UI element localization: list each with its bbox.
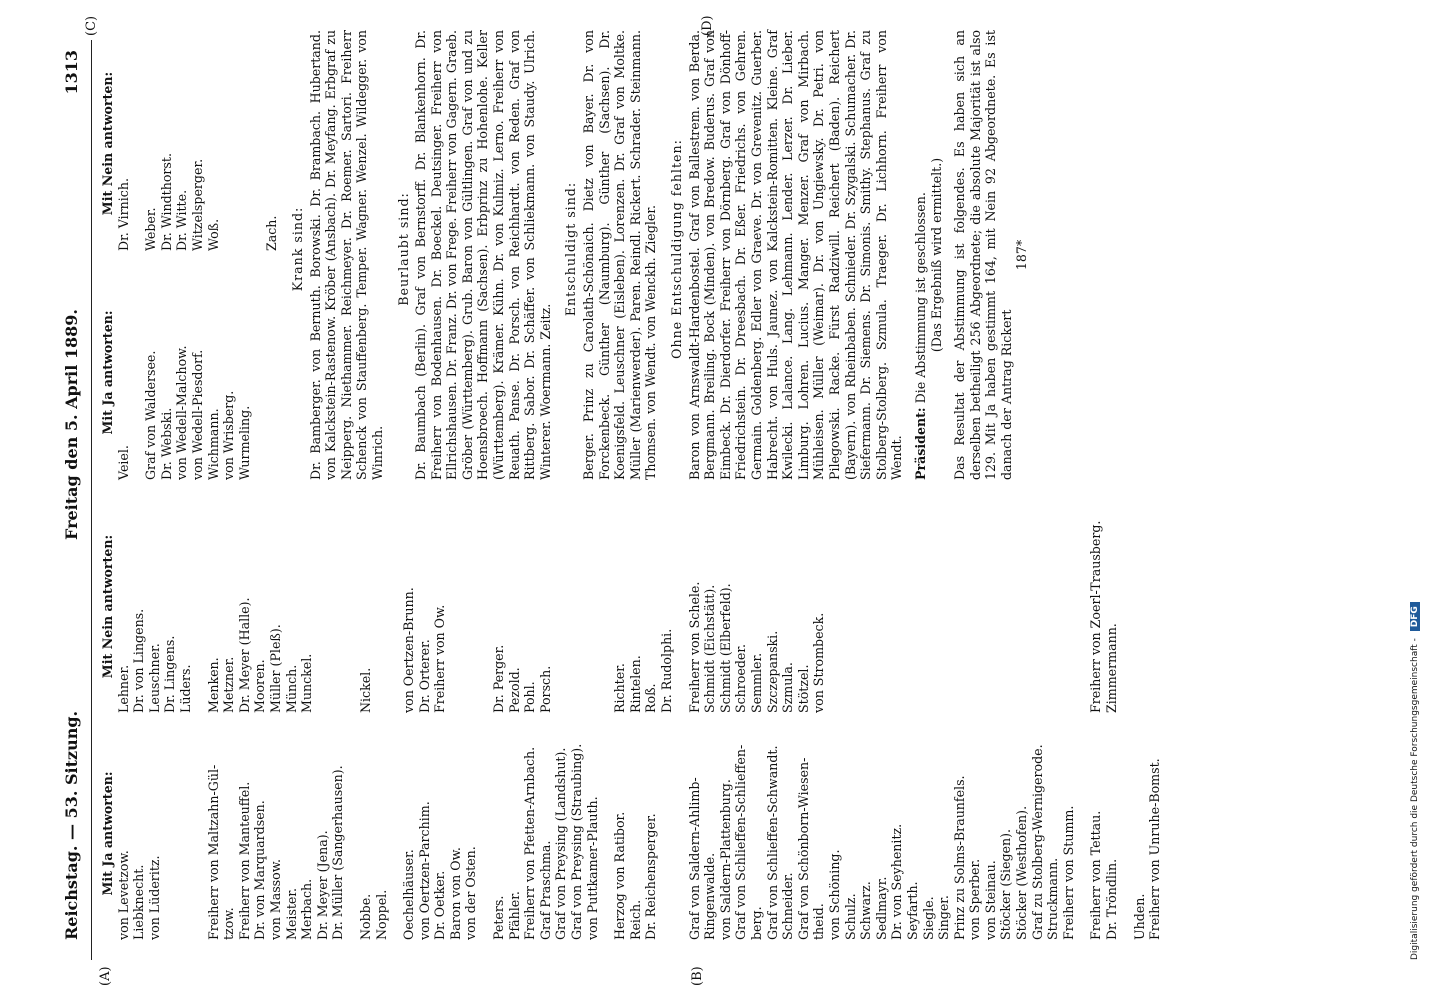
- right-headings: [100, 30, 116, 480]
- right-nein-list: [264, 36, 280, 251]
- name-entry: Rintelen.: [627, 655, 643, 713]
- name-entry: von Oertzen-Parchim.: [416, 801, 432, 940]
- name-entry: Freiherr von Manteuffel.: [236, 781, 252, 940]
- name-entry: Ringenwalde.: [702, 852, 718, 940]
- left-nein-list: [116, 500, 194, 713]
- right-ja-list: [116, 265, 132, 480]
- name-entry: Leuschner.: [146, 643, 162, 713]
- name-entry: Freiherr von Stumm.: [1060, 805, 1076, 940]
- name-entry: Peters.: [491, 895, 507, 940]
- name-entry: Sedlmayr.: [873, 876, 889, 940]
- president-label: Präsident:: [912, 407, 928, 480]
- page-header: [58, 40, 88, 960]
- name-entry: Freiherr von Maltzahn-Gül-: [205, 764, 221, 940]
- name-entry: Metzner.: [221, 656, 237, 713]
- name-entry: Graf von Schlieffen-Schwandt.: [764, 745, 780, 940]
- page-number: 1313: [62, 50, 81, 95]
- digitization-credit: [1410, 602, 1420, 960]
- name-entry: Schroeder.: [733, 643, 749, 713]
- name-entry: Stötzel.: [795, 664, 811, 713]
- dfg-badge: DFG: [1410, 602, 1420, 631]
- name-entry: Seyfarth.: [904, 881, 920, 940]
- name-entry: Meister.: [283, 888, 299, 940]
- name-entry: Nickel.: [357, 667, 373, 713]
- left-block: [358, 500, 389, 940]
- name-entry: Müller (Pleß).: [267, 624, 283, 713]
- name-entry: Dr. Oetker.: [432, 870, 448, 940]
- name-entry: Szmula.: [780, 662, 796, 713]
- name-entry: Freiherr von Tettau.: [1088, 810, 1104, 940]
- left-block: [116, 500, 194, 940]
- name-entry: Dr. Reichensperger.: [643, 813, 659, 940]
- name-entry: Menken.: [205, 657, 221, 713]
- name-entry: Reich.: [627, 899, 643, 940]
- left-ja-list: [687, 727, 1077, 940]
- left-ja-list: [206, 727, 346, 940]
- name-entry: Dr. Lingens.: [162, 635, 178, 713]
- name-entry: Graf von Schlieffen-Schlieffen-: [733, 744, 749, 940]
- name-entry: Graf Praschma.: [537, 840, 553, 940]
- left-block: [612, 500, 674, 940]
- name-entry: Dr. Meyer (Halle).: [236, 597, 252, 713]
- left-ja-list: [116, 727, 194, 940]
- name-entry: von Strombeck.: [811, 612, 827, 713]
- name-entry: Zimmermann.: [1104, 623, 1120, 713]
- name-entry: Dr. Windthorst.: [158, 153, 174, 251]
- name-entry: Roß.: [643, 683, 659, 713]
- name-entry: Graf von Schönborn-Wiesen-: [795, 757, 811, 940]
- name-entry: Schulz.: [842, 893, 858, 940]
- left-vote-blocks: [116, 500, 1163, 940]
- name-entry: Singer.: [936, 895, 952, 940]
- right-block: [116, 30, 132, 480]
- name-entry: Dr. von Seyhenitz.: [889, 823, 905, 940]
- name-entry: Freiherr von Ow.: [432, 604, 448, 713]
- left-ja-list: [612, 727, 674, 940]
- name-entry: Münch.: [283, 664, 299, 713]
- left-block: [206, 500, 346, 940]
- name-entry: Oechelhäuser.: [401, 849, 417, 940]
- name-entry: Veiel.: [115, 445, 131, 480]
- left-ja-list: [401, 727, 479, 940]
- right-nein-list: [143, 36, 252, 251]
- name-entry: Schmidt (Eichstätt).: [702, 584, 718, 713]
- name-entry: von Wrisberg.: [221, 390, 237, 480]
- section-text: Berger. Prinz zu Carolath-Schönaich. Dietz von Bayer. Dr. von Forckenbeck. Günther (Naumburg). Günther (Sachsen). Dr. Koenigsfeld. Leuschner (Eisleben). Lorenzen. Dr. Graf von Moltke. Müller (Marienwerder). Paren. Reindl. Rickert. Schrader. Steinmann. Thomsen. von Wendt. von Wenckh. Ziegler.: [581, 30, 659, 480]
- name-entry: Graf von Preysing (Landshut).: [553, 747, 569, 940]
- name-entry: Szczepanski.: [764, 630, 780, 713]
- name-entry: Noppel.: [373, 889, 389, 940]
- name-entry: Semmler.: [748, 652, 764, 713]
- name-entry: von Schöning.: [826, 849, 842, 940]
- left-heading-ja: Mit Ja antworten:: [100, 771, 115, 896]
- name-entry: Graf von Waldersee.: [143, 350, 159, 480]
- name-entry: Dr. Webski.: [158, 407, 174, 480]
- name-entry: von der Osten.: [463, 846, 479, 940]
- name-entry: von Wedell-Piesdorf.: [189, 349, 205, 480]
- result-pending: (Das Ergebniß wird ermittelt.): [928, 157, 944, 353]
- left-nein-list: [687, 500, 1077, 713]
- header-rule: [91, 40, 92, 960]
- right-heading-ja: Mit Ja antworten:: [100, 310, 115, 435]
- name-entry: Lehner.: [115, 664, 131, 713]
- right-vote-blocks: [116, 30, 280, 480]
- right-ja-list: [264, 265, 280, 480]
- name-entry: von Wedell-Malchow.: [174, 345, 190, 480]
- name-entry: Dr. Müller (Sangerhausen).: [330, 765, 346, 940]
- name-entry: Dr. Witte.: [174, 189, 190, 251]
- margin-mark-b: (B): [690, 966, 705, 986]
- left-block: [401, 500, 479, 940]
- left-ja-list: [491, 727, 600, 940]
- name-entry: Freiherr von Unruhe-Bomst.: [1147, 758, 1163, 940]
- name-entry: von Massow.: [267, 858, 283, 940]
- section-title: Beurlaubt sind:: [395, 192, 411, 306]
- section-text: Dr. Bamberger. von Bernuth. Borowski. Dr. Brambach. Hubertand. von Kalckstein-Rastenow. Kröber (Ansbach). Dr. Meyfang. Erbgraf zu Neipperg. Niethammer. Reichmeyer. Dr. Roemer. Sartori. Freiherr Schenck von Stauffenberg. Temper. Wagner. Wenzel. Wildegger. von Winrich.: [307, 30, 385, 480]
- left-headings: [100, 500, 116, 940]
- name-entry: Graf zu Stolberg-Wernigerode.: [1029, 744, 1045, 940]
- absence-sections: [290, 30, 905, 480]
- name-entry: Richter.: [612, 663, 628, 713]
- name-entry: Graf von Preysing (Straubing).: [569, 743, 585, 940]
- left-nein-list: [401, 500, 479, 713]
- name-entry: von Puttkamer-Plauth.: [584, 796, 600, 940]
- left-block: [687, 500, 1077, 940]
- name-entry: Wichmann.: [205, 408, 221, 480]
- left-nein-list: [491, 500, 600, 713]
- header-date: Freitag den 5. April 1889.: [62, 309, 81, 540]
- right-column: [100, 30, 1030, 480]
- name-entry: Nobbe.: [357, 893, 373, 940]
- name-entry: Munckel.: [299, 653, 315, 713]
- name-entry: theid.: [811, 903, 827, 940]
- right-heading-nein: Mit Nein antworten:: [100, 71, 115, 216]
- name-entry: Mooren.: [252, 659, 268, 713]
- name-entry: Merbach.: [299, 878, 315, 940]
- left-ja-list: [1132, 727, 1163, 940]
- name-entry: Freiherr von Schele.: [686, 581, 702, 713]
- right-nein-list: [116, 36, 132, 251]
- section-text: Baron von Arnswaldt-Hardenbostel. Graf von Ballestrem. von Berda. Bergmann. Breiling. Bock (Minden). von Bredow. Buderus. Graf von Eimbeck. Dr. Dierdorfer. Freiherr von Dörnberg. Graf von Dönhoff-Friedrichstein. Dr. Dreesbach. Dr. Eßer. Friedrichs. von Gehren. Germain. Goldenberg. Edler von Graeve. Dr. von Grevenitz. Guerber. Habrecht. von Huls. Jaunez. von Kalckstein-Romitten. Kleine. Graf Kwilecki. Lalance. Lang. Lehmann. Lender. Lerzer. Dr. Lieber. Limburg. Lohren. Lucius. Manger. Menzer. Graf von Mirbach. Mühleisen. Müller (Weimar). Dr. von Ungiewsky. Dr. Petri. von Pilegowski. Racke. Fürst Radziwill. Reichert (Baden). Reichert (Bayern). von Rheinbaben. Schnieder. Dr. Szygalski. Schumacher. Dr. Siefermann. Dr. Siemens. Dr. Simonis. Smithy. Stephanus. Graf zu Stolberg-Stolberg. Szmula. Traeger. Dr. Lichhorn. Freiherr von Wendt.: [686, 30, 905, 480]
- name-entry: Porsch.: [537, 665, 553, 713]
- name-entry: von Steinau.: [982, 860, 998, 940]
- name-entry: Stöcker (Siegen).: [998, 829, 1014, 940]
- name-entry: Wurmeling.: [236, 405, 252, 480]
- right-block: [264, 30, 280, 480]
- name-entry: Witzelsperger.: [189, 158, 205, 251]
- left-column: [100, 500, 1163, 940]
- left-nein-list: [206, 500, 346, 713]
- name-entry: Dr. Orterer.: [416, 639, 432, 713]
- name-entry: Weber.: [143, 207, 159, 251]
- name-entry: Lüders.: [177, 664, 193, 713]
- name-entry: von Sperber.: [967, 858, 983, 940]
- name-entry: von Saldern-Plattenburg.: [717, 779, 733, 940]
- name-entry: berg.: [748, 906, 764, 940]
- right-ja-list: [143, 265, 252, 480]
- name-entry: von Oertzen-Brunn.: [401, 587, 417, 713]
- name-entry: Stöcker (Westhofen).: [1014, 805, 1030, 940]
- left-ja-list: [1088, 727, 1119, 940]
- name-entry: Dr. Meyer (Jena).: [314, 830, 330, 940]
- left-nein-list: [1132, 500, 1163, 713]
- left-heading-nein: Mit Nein antworten:: [100, 534, 115, 679]
- margin-mark-a: (A): [98, 966, 113, 986]
- left-ja-list: [358, 727, 389, 940]
- name-entry: Graf von Saldern-Ahlimb-: [686, 777, 702, 940]
- section-text: Dr. Baumbach (Berlin). Graf von Bernstorff. Dr. Blankenhorn. Dr. Freiherr von Bodenhausen. Dr. Boeckel. Deutsinger. Freiherr von Ellrichshausen. Dr. Franz. Dr. von Frege. Freiherr von Gagern. Graeb. Gröber (Württemberg). Grub. Baron von Gültlingen. Graf von und zu Hoensbroech. Hoffmann (Sachsen). Erbprinz zu Hohenlohe. Keller (Württemberg). Krämer. Kühn. Dr. von Kulmiz. Lerno. Freiherr von Reuath. Panse. Dr. Porsch. von Reichhardt. von Reden. Graf von Rittberg. Sabor. Dr. Schäffer. von Schliekmann. von Staudy. Ulrich. Winterer. Woermann. Zeitz.: [413, 30, 553, 480]
- left-block: [491, 500, 600, 940]
- margin-mark-d: (D): [700, 15, 715, 36]
- name-entry: von Lüderitz.: [146, 855, 162, 940]
- credit-text: Digitalisierung gefördert durch die Deutsche Forschungsgemeinschaft -: [1410, 638, 1420, 960]
- left-nein-list: [612, 500, 674, 713]
- president-statement: [913, 30, 929, 480]
- name-entry: Pezold.: [506, 667, 522, 713]
- result-paragraph: Das Resultat der Abstimmung ist folgendes. Es haben sich an derselben betheiligt 256 Abgeordnete; die absolute Majorität ist also 129. Mit Ja haben gestimmt 164, mit Nein 92 Abgeordnete. Es ist danach der Antrag Rickert: [952, 30, 1014, 480]
- margin-mark-c: (C): [84, 15, 99, 36]
- name-entry: Struckmann.: [1045, 857, 1061, 940]
- left-nein-list: [1088, 500, 1119, 713]
- section-title: Ohne Entschuldigung fehlten:: [669, 139, 684, 359]
- header-left: Reichstag. — 53. Sitzung.: [62, 710, 81, 940]
- name-entry: Schwarz.: [858, 881, 874, 940]
- name-entry: Dr. von Marquardsen.: [252, 800, 268, 940]
- name-entry: Pohl.: [522, 681, 538, 713]
- name-entry: von Levetzow.: [115, 850, 131, 940]
- name-entry: Uhden.: [1131, 893, 1147, 940]
- name-entry: Dr. von Lingens.: [131, 608, 147, 713]
- name-entry: Freiherr von Zoerl-Trausberg.: [1088, 520, 1104, 713]
- name-entry: tzow.: [221, 907, 237, 940]
- left-nein-list: [358, 500, 389, 713]
- sheet-mark: 187*: [1014, 239, 1030, 271]
- name-entry: Dr. Virnich.: [115, 178, 131, 251]
- name-entry: Dr. Rudolphi.: [659, 628, 674, 713]
- name-entry: Dr. Perger.: [491, 644, 507, 713]
- section-title: Krank sind:: [289, 206, 305, 292]
- left-block: [1132, 500, 1163, 940]
- name-entry: Herzog von Ratibor.: [612, 811, 628, 940]
- section-title: Entschuldigt sind:: [563, 181, 579, 317]
- president-text: Die Abstimmung ist geschlossen.: [912, 192, 928, 404]
- name-entry: Prinz zu Solms-Braunfels.: [951, 775, 967, 940]
- name-entry: Woß.: [205, 218, 221, 251]
- name-entry: Pfähler.: [506, 891, 522, 940]
- name-entry: Siegle.: [920, 896, 936, 940]
- name-entry: Schneider.: [780, 872, 796, 940]
- name-entry: Schmidt (Elberfeld).: [717, 583, 733, 713]
- name-entry: Freiherr von Pfetten-Arnbach.: [522, 746, 538, 940]
- name-entry: Baron von Ow.: [447, 847, 463, 940]
- name-entry: Zach.: [264, 215, 280, 251]
- right-block: [143, 30, 252, 480]
- name-entry: Dr. Tröndlin.: [1104, 858, 1120, 940]
- name-entry: Liebknecht.: [131, 864, 147, 940]
- left-block: [1088, 500, 1119, 940]
